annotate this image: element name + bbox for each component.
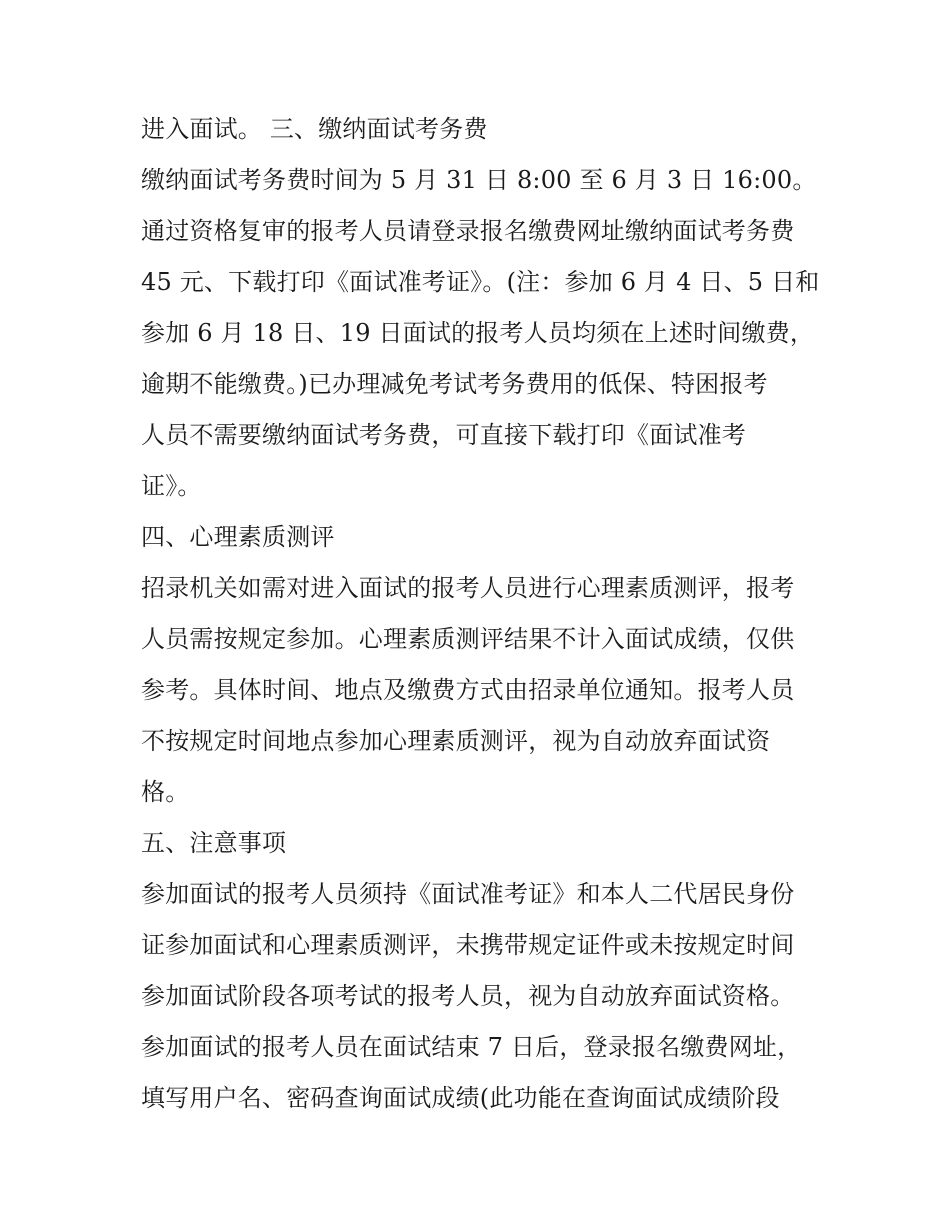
document-body	[141, 104, 821, 1124]
text-line: 人员不需要缴纳面试考务费，可直接下载打印《面试准考	[141, 421, 746, 449]
text-line: 招录机关如需对进入面试的报考人员进行心理素质测评，报考	[141, 574, 795, 602]
section-heading: 五、注意事项	[141, 829, 287, 857]
text-line: 参加面试的报考人员须持《面试准考证》和本人二代居民身份	[141, 880, 795, 908]
text-line: 参考。具体时间、地点及缴费方式由招录单位通知。报考人员	[141, 676, 795, 704]
text-line: 参加面试的报考人员在面试结束 7 日后，登录报名缴费网址，	[141, 1033, 802, 1061]
text-line: 45 元、下载打印《面试准考证》。(注：参加 6 月 4 日、5 日和	[141, 268, 820, 296]
text-line: 进入面试。 三、缴纳面试考务费	[141, 115, 488, 143]
text-line: 缴纳面试考务费时间为 5 月 31 日 8:00 至 6 月 3 日 16:00。	[141, 166, 817, 194]
text-line: 参加 6 月 18 日、19 日面试的报考人员均须在上述时间缴费，	[141, 319, 815, 347]
text-line: 人员需按规定参加。心理素质测评结果不计入面试成绩，仅供	[141, 625, 795, 653]
text-line: 证》。	[141, 472, 202, 500]
text-line: 逾期不能缴费。)已办理减免考试考务费用的低保、特困报考	[141, 370, 768, 398]
text-line: 参加面试阶段各项考试的报考人员，视为自动放弃面试资格。	[141, 982, 795, 1010]
text-line: 格。	[141, 778, 190, 806]
text-line: 不按规定时间地点参加心理素质测评，视为自动放弃面试资	[141, 727, 771, 755]
text-line: 通过资格复审的报考人员请登录报名缴费网址缴纳面试考务费	[141, 217, 795, 245]
text-line: 证参加面试和心理素质测评，未携带规定证件或未按规定时间	[141, 931, 795, 959]
text-line: 填写用户名、密码查询面试成绩(此功能在查询面试成绩阶段	[141, 1084, 780, 1112]
section-heading: 四、心理素质测评	[141, 523, 335, 551]
